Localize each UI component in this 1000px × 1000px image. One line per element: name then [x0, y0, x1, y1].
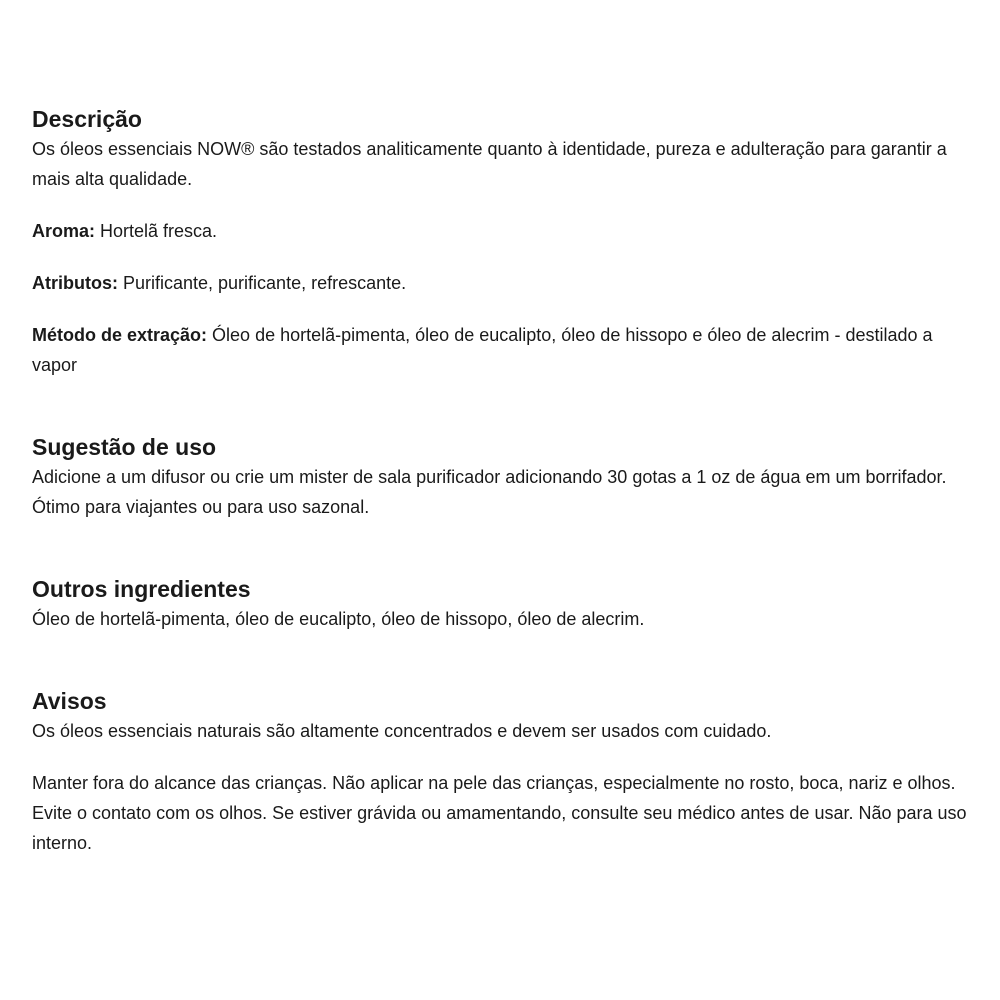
aroma-label: Aroma: [32, 221, 96, 241]
aroma-line [32, 216, 982, 246]
atributos-label: Atributos: [32, 273, 118, 293]
outros-text: Óleo de hortelã-pimenta, óleo de eucalipto, óleo de hissopo, óleo de alecrim. [32, 609, 645, 629]
product-description [32, 104, 982, 858]
section-title-avisos: Avisos [32, 688, 107, 714]
descricao-intro: Os óleos essenciais NOW® são testados analiticamente quanto à identidade, pureza e adulteração para garantir a mais alta qualidade. [32, 139, 947, 189]
aroma-value: Hortelã fresca. [95, 221, 218, 241]
metodo-line [32, 320, 982, 380]
metodo-label: Método de extração: [32, 325, 208, 345]
atributos-line [32, 268, 982, 298]
avisos-text-1: Os óleos essenciais naturais são altamente concentrados e devem ser usados com cuidado. [32, 721, 772, 741]
section-title-sugestao: Sugestão de uso [32, 434, 217, 460]
section-avisos [32, 686, 982, 858]
section-descricao [32, 104, 982, 380]
atributos-value: Purificante, purificante, refrescante. [117, 273, 407, 293]
section-title-descricao: Descrição [32, 106, 142, 132]
section-outros-ingredientes [32, 574, 982, 634]
section-sugestao [32, 432, 982, 522]
avisos-text-2: Manter fora do alcance das crianças. Não aplicar na pele das crianças, especialmente no rosto, boca, nariz e olhos. Evite o contato com os olhos. Se estiver grávida ou amamentando, consulte seu médico antes de usar. Não para uso interno. [32, 773, 967, 853]
sugestao-text: Adicione a um difusor ou crie um mister de sala purificador adicionando 30 gotas a 1 oz de água em um borrifador. Ótimo para viajantes ou para uso sazonal. [32, 467, 947, 517]
metodo-value: Óleo de hortelã-pimenta, óleo de eucalipto, óleo de hissopo e óleo de alecrim - destilado a vapor [32, 325, 933, 375]
section-title-outros: Outros ingredientes [32, 576, 251, 602]
